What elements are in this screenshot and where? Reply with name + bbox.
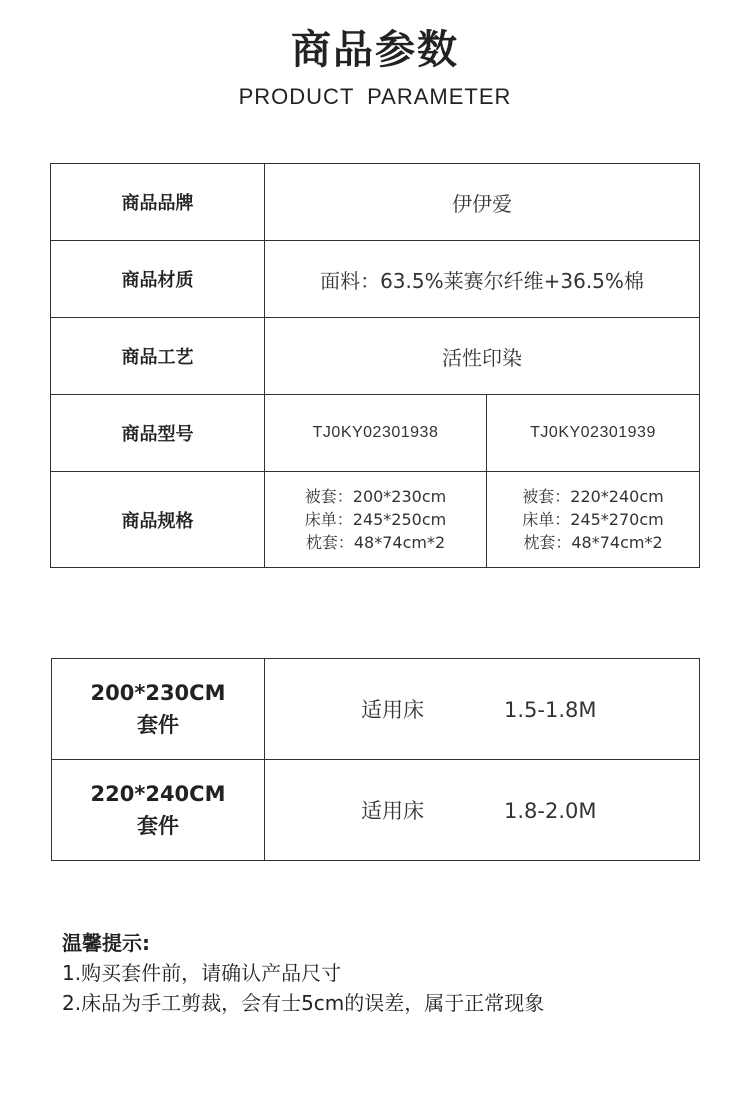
spec-label: 商品规格 (51, 472, 265, 568)
table-row-craft (51, 318, 700, 395)
table-row (52, 659, 700, 760)
size-cell (52, 659, 265, 760)
page-subtitle: PRODUCT PARAMETER (238, 84, 512, 109)
suite-label: 套件 (137, 814, 179, 838)
model-value-2: TJ0KY02301939 (487, 395, 700, 472)
table-row-model (51, 395, 700, 472)
table-row (52, 760, 700, 861)
craft-value: 活性印染 (265, 318, 700, 395)
spec-cell-2 (487, 472, 700, 568)
tips-heading: 温馨提示: (62, 931, 150, 955)
brand-label: 商品品牌 (51, 164, 265, 241)
tip-item: 1.购买套件前，请确认产品尺寸 (62, 961, 342, 985)
size-value: 200*230CM (90, 681, 226, 705)
material-label: 商品材质 (51, 241, 265, 318)
craft-label: 商品工艺 (51, 318, 265, 395)
fit-label: 适用床 (361, 799, 424, 823)
product-parameter-table (50, 163, 700, 568)
table-row-spec (51, 472, 700, 568)
spec-cell-1 (265, 472, 487, 568)
fit-range: 1.5-1.8M (504, 698, 597, 722)
tip-item: 2.床品为手工剪裁，会有士5cm的误差，属于正常现象 (62, 991, 545, 1015)
page-title: 商品参数 (291, 27, 459, 73)
fit-range: 1.8-2.0M (504, 799, 597, 823)
spec-line: 被套：220*240cm (522, 487, 664, 506)
spec-line: 被套：200*230cm (304, 487, 447, 506)
spec-line: 床单：245*270cm (522, 510, 664, 529)
suite-label: 套件 (137, 713, 179, 737)
model-label: 商品型号 (51, 395, 265, 472)
material-value: 面料：63.5%莱赛尔纤维+36.5%棉 (265, 241, 700, 318)
fit-cell (265, 760, 700, 861)
model-value-1: TJ0KY02301938 (265, 395, 487, 472)
brand-value: 伊伊爱 (265, 164, 700, 241)
spec-line: 枕套：48*74cm*2 (523, 533, 663, 552)
spec-line: 床单：245*250cm (304, 510, 447, 529)
size-cell (52, 760, 265, 861)
fit-label: 适用床 (361, 698, 424, 722)
table-row-brand (51, 164, 700, 241)
fit-cell (265, 659, 700, 760)
table-row-material (51, 241, 700, 318)
tips-section (62, 928, 544, 1018)
bed-fit-table (51, 658, 700, 861)
spec-line: 枕套：48*74cm*2 (305, 533, 446, 552)
size-value: 220*240CM (90, 782, 226, 806)
